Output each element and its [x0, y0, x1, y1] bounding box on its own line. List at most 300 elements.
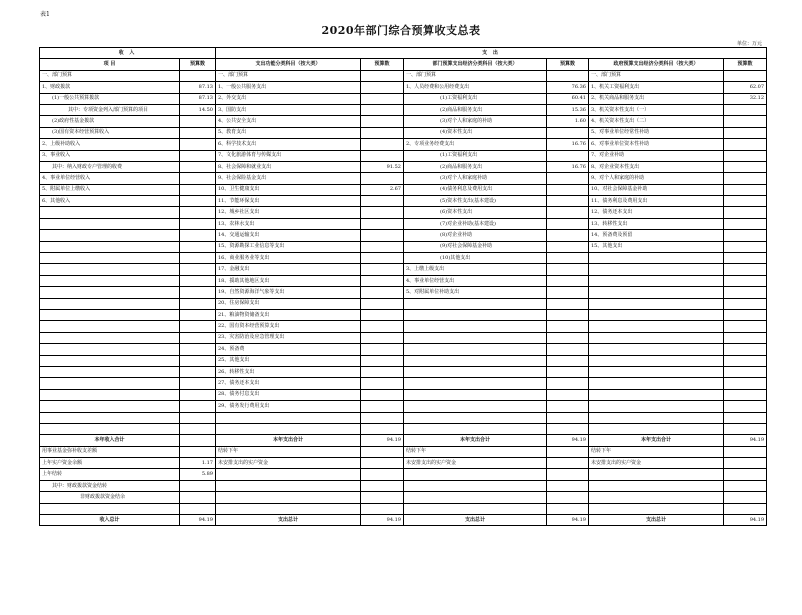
table-cell: 3、机关资本性支出（一） [589, 104, 724, 115]
table-cell [547, 503, 589, 514]
table-cell [180, 423, 216, 434]
table-cell [547, 446, 589, 457]
table-cell [40, 207, 180, 218]
table-cell: (3)对个人和家庭的补助 [404, 116, 547, 127]
column-header-row [40, 59, 767, 70]
table-cell: 本年支出合计 [216, 435, 361, 446]
table-cell: 18、援助其他地区支出 [216, 275, 361, 286]
table-cell: 结转下年 [589, 446, 724, 457]
table-cell: 未安排支出的实户资金 [216, 458, 361, 469]
table-cell [404, 492, 547, 503]
table-cell: 4、事业单位经营收入 [40, 173, 180, 184]
table-cell [547, 218, 589, 229]
table-cell: 6、其他收入 [40, 196, 180, 207]
table-cell [547, 287, 589, 298]
table-cell [724, 344, 767, 355]
table-cell [404, 412, 547, 423]
column-header: 部门预算支出经济分类科目（按大类） [404, 59, 547, 70]
table-cell [589, 253, 724, 264]
table-cell [724, 264, 767, 275]
table-cell [724, 480, 767, 491]
table-cell [547, 423, 589, 434]
table-row [40, 298, 767, 309]
table-cell: 94.19 [724, 435, 767, 446]
table-cell [180, 184, 216, 195]
table-cell: 87.13 [180, 82, 216, 93]
table-cell: 15.36 [547, 104, 589, 115]
table-cell [180, 241, 216, 252]
table-cell [40, 230, 180, 241]
income-group-header: 收 入 [40, 48, 216, 59]
table-row [40, 287, 767, 298]
table-cell [361, 423, 404, 434]
table-cell [724, 321, 767, 332]
table-cell: 12、城乡社区支出 [216, 207, 361, 218]
table-cell [40, 241, 180, 252]
table-cell [724, 116, 767, 127]
table-cell [724, 184, 767, 195]
table-cell: (7)对企业补助(基本建设) [404, 218, 547, 229]
table-cell [40, 503, 180, 514]
table-cell [180, 150, 216, 161]
table-cell [589, 309, 724, 320]
table-cell [547, 196, 589, 207]
table-cell [361, 298, 404, 309]
table-row [40, 321, 767, 332]
table-cell [589, 332, 724, 343]
table-row [40, 116, 767, 127]
table-cell [40, 355, 180, 366]
table-row [40, 275, 767, 286]
table-cell [589, 287, 724, 298]
table-cell [589, 492, 724, 503]
table-cell [547, 344, 589, 355]
table-cell [724, 173, 767, 184]
table-cell: 16、商业服务业等支出 [216, 253, 361, 264]
table-cell [404, 480, 547, 491]
table-cell [589, 503, 724, 514]
table-cell: 32.12 [724, 93, 767, 104]
table-cell [180, 116, 216, 127]
table-cell: 1.60 [547, 116, 589, 127]
table-cell: 6、对事业单位资本性补助 [589, 139, 724, 150]
table-cell [547, 469, 589, 480]
table-cell [404, 389, 547, 400]
table-cell [216, 423, 361, 434]
table-cell [724, 150, 767, 161]
table-cell [724, 492, 767, 503]
table-cell [589, 264, 724, 275]
table-cell [361, 104, 404, 115]
table-cell [361, 332, 404, 343]
table-row [40, 309, 767, 320]
table-cell: 20、住房保障支出 [216, 298, 361, 309]
table-cell [724, 161, 767, 172]
table-cell: 14、交通运输支出 [216, 230, 361, 241]
table-row [40, 207, 767, 218]
table-cell [589, 480, 724, 491]
table-cell [40, 423, 180, 434]
table-cell [547, 412, 589, 423]
table-cell: (4)资本性支出 [404, 127, 547, 138]
table-cell [589, 423, 724, 434]
table-cell [724, 412, 767, 423]
table-cell [40, 298, 180, 309]
table-cell: 10、对社会保障基金补助 [589, 184, 724, 195]
table-cell: 1、人员经费和公用经费支出 [404, 82, 547, 93]
table-cell [404, 366, 547, 377]
table-cell: 2、上级补助收入 [40, 139, 180, 150]
table-cell [180, 161, 216, 172]
table-id: 表1 [40, 11, 50, 18]
table-cell: 3、上缴上级支出 [404, 264, 547, 275]
table-cell [361, 321, 404, 332]
table-cell [216, 503, 361, 514]
table-cell [40, 309, 180, 320]
table-row [40, 104, 767, 115]
table-cell: 未安排支出的实户资金 [589, 458, 724, 469]
table-cell: 28、债务付息支出 [216, 389, 361, 400]
table-cell: 3、事业收入 [40, 150, 180, 161]
table-cell: 16.76 [547, 139, 589, 150]
table-cell [361, 401, 404, 412]
table-cell [180, 480, 216, 491]
table-row [40, 93, 767, 104]
table-cell: 91.52 [361, 161, 404, 172]
table-row [40, 480, 767, 491]
table-cell: 94.19 [547, 435, 589, 446]
table-cell [361, 173, 404, 184]
table-cell [724, 230, 767, 241]
table-cell [724, 355, 767, 366]
table-cell: 15、资源勘探工业信息等支出 [216, 241, 361, 252]
table-cell [216, 469, 361, 480]
table-cell: 上年结转 [40, 469, 180, 480]
table-cell [547, 389, 589, 400]
table-cell [180, 344, 216, 355]
table-cell [724, 332, 767, 343]
table-cell: 2.67 [361, 184, 404, 195]
table-cell [216, 480, 361, 491]
table-row [40, 469, 767, 480]
table-cell [361, 458, 404, 469]
column-header: 预算数 [180, 59, 216, 70]
table-cell [180, 446, 216, 457]
table-cell [547, 458, 589, 469]
table-cell [361, 218, 404, 229]
table-row [40, 150, 767, 161]
table-cell: 上年实户资金余额 [40, 458, 180, 469]
table-cell [724, 446, 767, 457]
group-header-row [40, 48, 767, 59]
table-cell [547, 492, 589, 503]
table-row [40, 378, 767, 389]
table-cell: 76.36 [547, 82, 589, 93]
table-cell [180, 366, 216, 377]
table-cell [40, 401, 180, 412]
table-cell: 支出总计 [404, 515, 547, 526]
table-row [40, 241, 767, 252]
table-cell [547, 355, 589, 366]
table-cell [361, 93, 404, 104]
table-cell: 11、债务利息及费用支出 [589, 196, 724, 207]
table-cell: 1、一般公共服务支出 [216, 82, 361, 93]
table-cell [547, 321, 589, 332]
table-cell [216, 492, 361, 503]
table-row [40, 184, 767, 195]
table-cell [724, 389, 767, 400]
table-cell: 15、其他支出 [589, 241, 724, 252]
table-cell [40, 389, 180, 400]
table-cell: (10)其他支出 [404, 253, 547, 264]
table-cell [180, 218, 216, 229]
table-cell [547, 480, 589, 491]
column-header: 预算数 [724, 59, 767, 70]
table-cell: (9)对社会保障基金补助 [404, 241, 547, 252]
table-row [40, 401, 767, 412]
table-cell [361, 446, 404, 457]
table-cell [180, 378, 216, 389]
table-row [40, 492, 767, 503]
table-cell [404, 378, 547, 389]
table-cell [724, 127, 767, 138]
table-cell [724, 469, 767, 480]
table-cell: (2)政府性基金拨款 [40, 116, 180, 127]
table-cell: 其中：专项资金列入部门预算的项目 [40, 104, 180, 115]
table-cell: 24、预备费 [216, 344, 361, 355]
table-cell: 17、金融支出 [216, 264, 361, 275]
table-cell: 94.19 [547, 515, 589, 526]
table-cell: 2、机关商品和服务支出 [589, 93, 724, 104]
table-cell: 94.19 [724, 515, 767, 526]
table-cell [724, 458, 767, 469]
table-row [40, 332, 767, 343]
table-cell [180, 196, 216, 207]
table-cell: 1、财政拨款 [40, 82, 180, 93]
table-cell: 5、教育支出 [216, 127, 361, 138]
table-cell: (4)债务利息及费用支出 [404, 184, 547, 195]
table-cell: 其中：财政拨款资金结转 [40, 480, 180, 491]
table-cell [361, 230, 404, 241]
table-cell [547, 150, 589, 161]
table-cell: 26、转移性支出 [216, 366, 361, 377]
table-cell [180, 321, 216, 332]
table-row [40, 70, 767, 81]
table-cell [547, 332, 589, 343]
table-row [40, 218, 767, 229]
expense-group-header: 支 出 [216, 48, 767, 59]
table-cell [547, 173, 589, 184]
table-cell [40, 378, 180, 389]
table-row [40, 355, 767, 366]
table-cell: 5、对事业单位经常性补助 [589, 127, 724, 138]
table-cell [589, 366, 724, 377]
table-cell [40, 332, 180, 343]
table-cell [361, 378, 404, 389]
table-cell: 未安排支出的实户资金 [404, 458, 547, 469]
table-row [40, 127, 767, 138]
table-cell [724, 207, 767, 218]
table-cell [216, 412, 361, 423]
table-cell [547, 207, 589, 218]
table-cell: 本年收入合计 [40, 435, 180, 446]
column-header: 预算数 [547, 59, 589, 70]
table-cell [404, 298, 547, 309]
table-cell: (6)资本性支出 [404, 207, 547, 218]
table-cell: 4、机关资本性支出（二） [589, 116, 724, 127]
table-cell: 5.89 [180, 469, 216, 480]
table-cell [180, 412, 216, 423]
table-cell: 14.50 [180, 104, 216, 115]
table-cell [361, 355, 404, 366]
table-row [40, 264, 767, 275]
table-cell [180, 139, 216, 150]
table-cell [40, 321, 180, 332]
table-cell: 一、部门预算 [589, 70, 724, 81]
table-cell [724, 298, 767, 309]
table-cell [361, 127, 404, 138]
table-cell [180, 298, 216, 309]
table-cell [547, 366, 589, 377]
table-cell [547, 184, 589, 195]
table-row [40, 389, 767, 400]
table-cell [724, 70, 767, 81]
table-cell [361, 82, 404, 93]
table-cell: 16.76 [547, 161, 589, 172]
table-cell [40, 366, 180, 377]
table-cell [180, 275, 216, 286]
table-cell: (3)对个人和家庭补助 [404, 173, 547, 184]
table-cell: 14、预备费及预留 [589, 230, 724, 241]
table-cell: 7、对企业补助 [589, 150, 724, 161]
table-cell: 支出总计 [589, 515, 724, 526]
table-cell [404, 309, 547, 320]
table-cell: 60.41 [547, 93, 589, 104]
table-cell: 结转下年 [216, 446, 361, 457]
table-cell: 8、社会保障和就业支出 [216, 161, 361, 172]
table-cell [361, 344, 404, 355]
table-cell: 1、机关工资福利支出 [589, 82, 724, 93]
table-cell [180, 70, 216, 81]
table-row [40, 366, 767, 377]
table-cell: 一、部门预算 [40, 70, 180, 81]
table-cell [361, 196, 404, 207]
table-cell: (5)资本性支出(基本建设) [404, 196, 547, 207]
table-cell: 用事业基金弥补收支差额 [40, 446, 180, 457]
table-row [40, 139, 767, 150]
table-cell [180, 264, 216, 275]
column-header: 预算数 [361, 59, 404, 70]
table-cell [404, 423, 547, 434]
table-cell [361, 116, 404, 127]
table-cell [589, 355, 724, 366]
table-cell [404, 332, 547, 343]
total-row [40, 515, 767, 526]
table-row [40, 503, 767, 514]
table-cell [724, 275, 767, 286]
table-cell: 4、事业单位经营支出 [404, 275, 547, 286]
table-cell [180, 230, 216, 241]
table-cell: (3)国有资本经营预算收入 [40, 127, 180, 138]
table-cell: 8、对企业资本性支出 [589, 161, 724, 172]
table-cell [589, 378, 724, 389]
table-cell [589, 275, 724, 286]
table-cell [547, 298, 589, 309]
table-cell [361, 469, 404, 480]
table-cell: 13、农林水支出 [216, 218, 361, 229]
table-cell [724, 423, 767, 434]
table-row [40, 82, 767, 93]
table-cell [547, 264, 589, 275]
table-cell: (1)一般公共预算拨款 [40, 93, 180, 104]
table-cell: 19、自然资源海洋气象等支出 [216, 287, 361, 298]
table-cell: 9、对个人和家庭的补助 [589, 173, 724, 184]
table-cell [361, 139, 404, 150]
table-row [40, 412, 767, 423]
table-cell: 其中：纳入财政专户管理的收费 [40, 161, 180, 172]
table-cell [724, 104, 767, 115]
table-cell: 支出总计 [216, 515, 361, 526]
table-row [40, 458, 767, 469]
table-cell [180, 207, 216, 218]
column-header: 支出功能分类科目（按大类） [216, 59, 361, 70]
table-cell: (2)商品和服务支出 [404, 104, 547, 115]
table-cell [180, 355, 216, 366]
table-cell: (8)对企业补助 [404, 230, 547, 241]
table-cell: 7、文化旅游体育与传媒支出 [216, 150, 361, 161]
table-cell [361, 366, 404, 377]
table-row [40, 161, 767, 172]
table-cell [361, 492, 404, 503]
table-cell: 10、卫生健康支出 [216, 184, 361, 195]
table-cell: 11、节能环保支出 [216, 196, 361, 207]
table-cell: 29、债务发行费用支出 [216, 401, 361, 412]
table-cell: 27、债务还本支出 [216, 378, 361, 389]
table-cell: 94.19 [180, 515, 216, 526]
table-cell: 13、转移性支出 [589, 218, 724, 229]
subtotal-row [40, 435, 767, 446]
table-cell: 9、社会保险基金支出 [216, 173, 361, 184]
table-cell [547, 127, 589, 138]
table-cell [180, 492, 216, 503]
table-cell [40, 275, 180, 286]
table-cell [404, 503, 547, 514]
table-cell [724, 378, 767, 389]
table-cell [404, 355, 547, 366]
table-cell: 23、灾害防治及应急管理支出 [216, 332, 361, 343]
table-cell [724, 253, 767, 264]
table-row [40, 173, 767, 184]
table-cell: 25、其他支出 [216, 355, 361, 366]
table-cell [180, 287, 216, 298]
table-cell: 5、对附属单位补助支出 [404, 287, 547, 298]
table-cell [361, 264, 404, 275]
table-cell: 1.17 [180, 458, 216, 469]
table-cell [547, 70, 589, 81]
table-cell [361, 389, 404, 400]
table-cell: (2)商品和服务支出 [404, 161, 547, 172]
table-cell: 一、部门预算 [216, 70, 361, 81]
table-cell [589, 344, 724, 355]
table-cell [547, 275, 589, 286]
table-cell [724, 218, 767, 229]
table-cell: 非财政拨款资金结余 [40, 492, 180, 503]
table-row [40, 423, 767, 434]
table-cell [180, 435, 216, 446]
table-cell: 结转下年 [404, 446, 547, 457]
table-cell [180, 503, 216, 514]
table-cell: 22、国有资本经营预算支出 [216, 321, 361, 332]
